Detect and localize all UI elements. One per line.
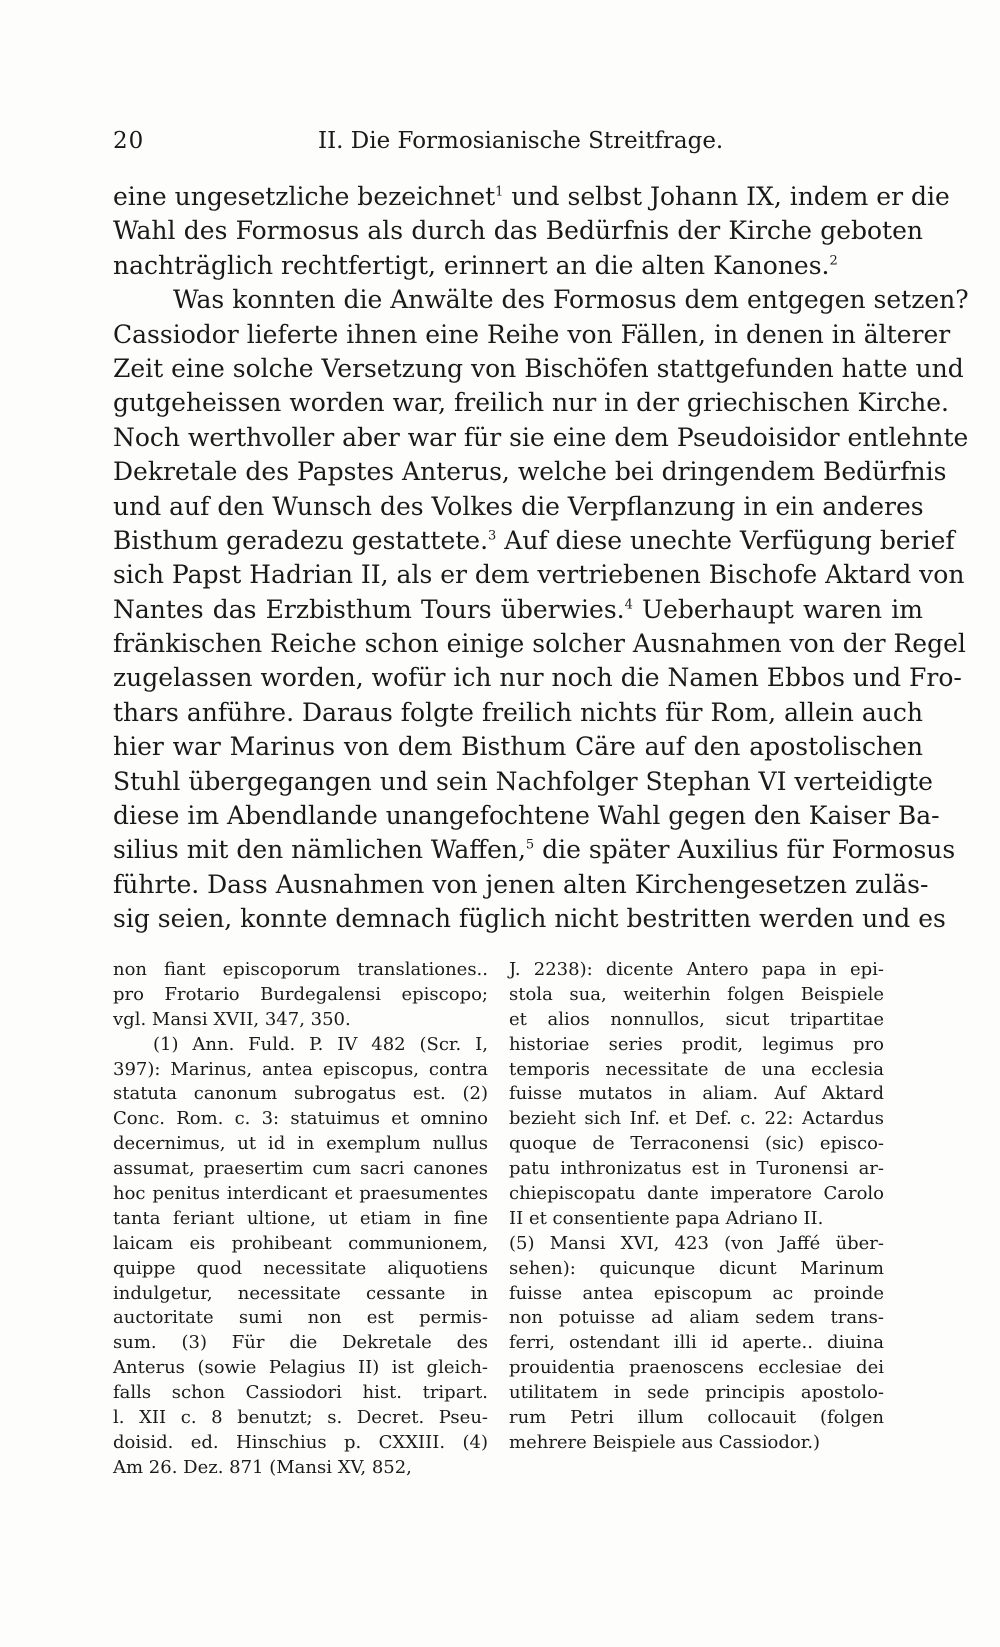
footnote-line: assumat, praesertim cum sacri canones — [113, 1158, 488, 1180]
footnote-line: vgl. Mansi XVII, 347, 350. — [113, 1008, 351, 1030]
footnote-line: historiae series prodit, legimus pro — [509, 1033, 884, 1055]
footnote-line: stola sua, weiterhin folgen Beispiele — [509, 983, 884, 1005]
footnote-line: hoc penitus interdicant et praesumentes — [113, 1183, 488, 1205]
body-line: Noch werthvoller aber war für sie eine dem Pseudoisidor entlehnte — [113, 422, 969, 452]
footnote-line: II et consentiente papa Adriano II. — [509, 1207, 824, 1229]
body-text — [113, 180, 969, 937]
footnote-line: Am 26. Dez. 871 (Mansi XV, 852, — [113, 1456, 412, 1478]
footnote-line: utilitatem in sede principis apostolo- — [509, 1382, 884, 1404]
footnote-line: non potuisse ad aliam sedem trans- — [509, 1307, 884, 1329]
footnote-marker: 5 — [525, 838, 535, 854]
body-line: Wahl des Formosus als durch das Bedürfnis der Kirche geboten — [113, 216, 923, 246]
body-line: diese im Abendlande unangefochtene Wahl gegen den Kaiser Ba- — [113, 801, 940, 831]
body-line: sich Papst Hadrian II, als er dem vertriebenen Bischofe Aktard von — [113, 560, 965, 590]
footnote-line: J. 2238): dicente Antero papa in epi- — [509, 959, 884, 980]
footnote-line: ferri, ostendant illi id aperte.. diuina — [509, 1332, 884, 1354]
footnote-line: Anterus (sowie Pelagius II) ist gleich- — [113, 1357, 488, 1379]
footnote-line: mehrere Beispiele aus Cassiodor.) — [509, 1431, 821, 1453]
body-line: fränkischen Reiche schon einige solcher Ausnahmen von der Regel — [113, 629, 966, 659]
footnote-line: et alios nonnullos, sicut tripartitae — [509, 1008, 884, 1030]
footnotes-right-column — [509, 958, 884, 1456]
body-line: und auf den Wunsch des Volkes die Verpflanzung in ein anderes — [113, 491, 924, 521]
running-title: II. Die Formosianische Streitfrage. — [318, 128, 724, 154]
body-line: Stuhl übergegangen und sein Nachfolger Stephan VI verteidigte — [113, 766, 933, 796]
footnote-line: pro Frotario Burdegalensi episcopo; — [113, 983, 488, 1005]
footnote-line: sum. (3) Für die Dekretale des — [113, 1332, 488, 1354]
footnote-line: (5) Mansi XVI, 423 (von Jaffé über- — [509, 1232, 884, 1254]
footnote-line: fuisse antea episcopum ac proinde — [509, 1282, 884, 1304]
footnote-line: prouidentia praenoscens ecclesiae dei — [509, 1357, 884, 1379]
footnote-marker: 2 — [829, 253, 838, 269]
footnote-line: bezieht sich Inf. et Def. c. 22: Actardus — [509, 1108, 884, 1130]
footnote-line: non fiant episcoporum translationes.. — [113, 959, 488, 980]
footnote-line: indulgetur, necessitate cessante in — [113, 1282, 488, 1304]
body-line: Dekretale des Papstes Anterus, welche bei dringendem Bedürfnis — [113, 457, 947, 487]
footnote-line: (1) Ann. Fuld. P. IV 482 (Scr. I, — [153, 1033, 488, 1055]
body-line: zugelassen worden, wofür ich nur noch die Namen Ebbos und Fro- — [113, 663, 962, 693]
footnote-line: 397): Marinus, antea episcopus, contra — [113, 1058, 488, 1080]
body-line: Was konnten die Anwälte des Formosus dem entgegen setzen? — [173, 285, 969, 315]
page-number: 20 — [113, 128, 145, 154]
footnote-line: tanta feriant ultione, ut etiam in fine — [113, 1207, 488, 1229]
footnotes-left-column — [113, 958, 488, 1481]
footnote-line: laicam eis prohibeant communionem, — [113, 1232, 488, 1254]
body-line: Cassiodor lieferte ihnen eine Reihe von Fällen, in denen in älterer — [113, 319, 951, 349]
footnote-line: auctoritate sumi non est permis- — [113, 1307, 488, 1329]
footnote-line: sehen): quicunque dicunt Marinum — [509, 1257, 884, 1279]
footnote-line: fuisse mutatos in aliam. Auf Aktard — [509, 1083, 884, 1105]
footnote-line: quoque de Terraconensi (sic) episco- — [509, 1133, 884, 1155]
body-line: hier war Marinus von dem Bisthum Cäre auf den apostolischen — [113, 732, 923, 762]
footnote-line: doisid. ed. Hinschius p. CXXIII. (4) — [113, 1431, 488, 1453]
body-line: sig seien, konnte demnach füglich nicht bestritten werden und es — [113, 904, 946, 934]
body-line: silius mit den nämlichen Waffen,$^5$ die später Auxilius für Formosus — [113, 835, 956, 865]
body-line: eine ungesetzliche bezeichnet$^1$ und selbst Johann IX, indem er die — [113, 182, 950, 211]
footnote-marker: 4 — [624, 597, 633, 613]
footnote-marker: 3 — [488, 528, 497, 544]
footnote-line: temporis necessitate de una ecclesia — [509, 1058, 884, 1080]
body-line: Nantes das Erzbisthum Tours überwies.$^4$ Ueberhaupt waren im — [113, 594, 923, 624]
body-line: Zeit eine solche Versetzung von Bischöfen stattgefunden hatte und — [113, 353, 964, 383]
body-line: thars anführe. Daraus folgte freilich nichts für Rom, allein auch — [113, 697, 923, 727]
running-header — [113, 128, 923, 162]
footnote-line: Conc. Rom. c. 3: statuimus et omnino — [113, 1108, 488, 1130]
body-line: führte. Dass Ausnahmen von jenen alten Kirchengesetzen zuläs- — [113, 869, 929, 899]
body-line: gutgeheissen worden war, freilich nur in der griechischen Kirche. — [113, 388, 949, 418]
footnote-line: chiepiscopatu dante imperatore Carolo — [509, 1183, 884, 1205]
footnote-line: quippe quod necessitate aliquotiens — [113, 1257, 488, 1279]
footnote-line: l. XII c. 8 benutzt; s. Decret. Pseu- — [113, 1407, 488, 1429]
footnote-line: patu inthronizatus est in Turonensi ar- — [509, 1158, 884, 1180]
body-line: Bisthum geradezu gestattete.$^3$ Auf diese unechte Verfügung berief — [113, 525, 955, 555]
footnote-line: rum Petri illum collocauit (folgen — [509, 1407, 884, 1429]
footnote-line: decernimus, ut id in exemplum nullus — [113, 1133, 488, 1155]
footnote-line: statuta canonum subrogatus est. (2) — [113, 1083, 488, 1105]
footnote-marker: 1 — [495, 184, 504, 200]
body-line: nachträglich rechtfertigt, erinnert an die alten Kanones.$^2$ — [113, 250, 838, 280]
footnote-line: falls schon Cassiodori hist. tripart. — [113, 1382, 488, 1404]
